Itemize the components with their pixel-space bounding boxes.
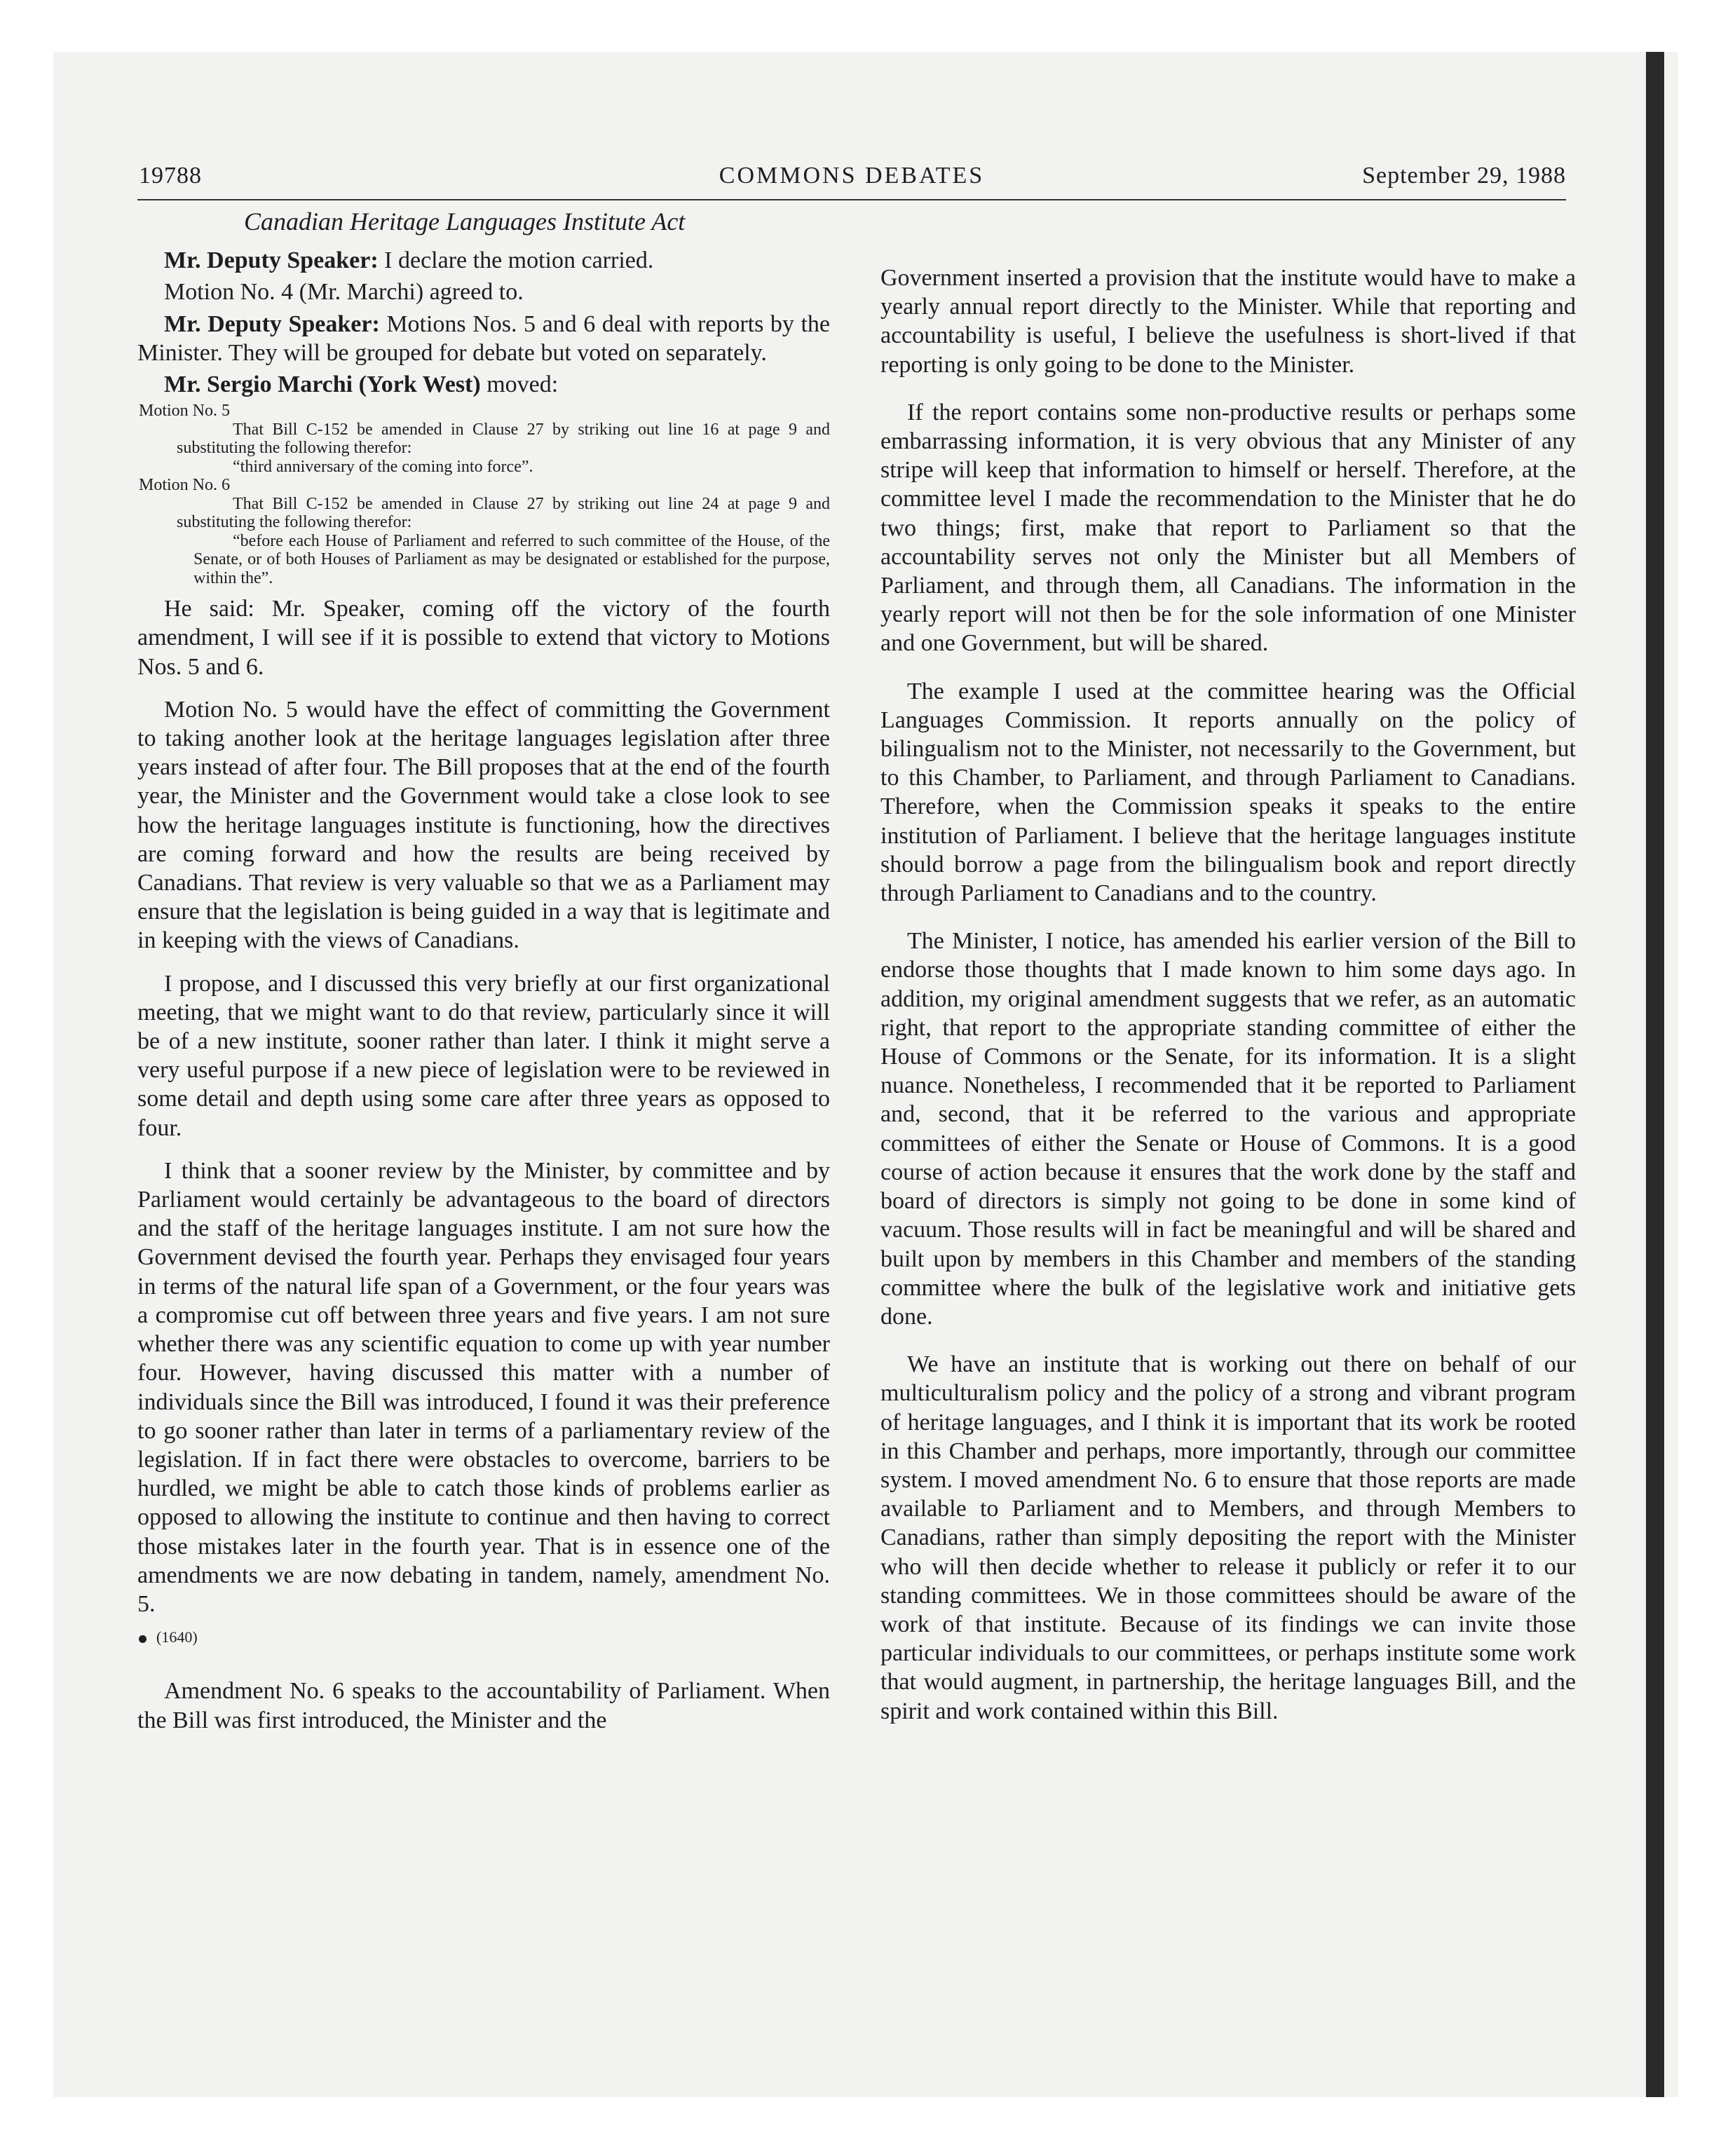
speaker-name: Mr. Deputy Speaker: — [164, 311, 380, 337]
paragraph: The example I used at the committee hearing was the Official Languages Commission. It reports annually on the policy of bilingualism not to the Minister, not necessarily to the Government, but to this Chamber, to Parliament, and through Parliament to Canadians. Therefore, when the Commission speaks it speaks to the entire institution of Parliament. I believe that the heritage languages institute should borrow a page from the bilingualism book and report directly through Parliament to Canadians and to the country. — [880, 678, 1576, 907]
page-header — [137, 163, 1566, 200]
paragraph: I think that a sooner review by the Minister, by committee and by Parliament would certainly be advantageous to the board of directors and the staff of the heritage languages institute. I am not sure how the Government devised the fourth year. Perhaps they envisaged four years in terms of the natural life span of a Government, or the four years was a compromise cut off between three years and five years. I am not sure whether there was any scientific equation to come up with year number four. However, having discussed this matter with a number of individuals since the Bill was introduced, I found it was their preference to go sooner rather than later in terms of a parliamentary review of the legislation. If in fact there were obstacles to overcome, barriers to be hurdled, we might be able to catch those kinds of problems earlier as opposed to allowing the institute to continue and then having to correct those mistakes later in the fourth year. That is in essence one of the amendments we are now debating in tandem, namely, amendment No. 5. — [137, 1157, 830, 1617]
motion-quote: “before each House of Parliament and referred to such committee of the House, of the Senate, or of both Houses of Parliament as may be designated or established for the purpose, within the”. — [193, 531, 830, 587]
speech-text: Motions Nos. 5 and 6 deal with reports by the Minister. They will be grouped for debate but voted on separately. — [137, 311, 830, 366]
motion-text: That Bill C-152 be amended in Clause 27 by striking out line 24 at page 9 and substituting the following therefor: — [177, 494, 830, 532]
speaker-name: Mr. Deputy Speaker: — [164, 247, 379, 274]
speech-text: moved: — [480, 371, 559, 398]
motion-label: Motion No. 6 — [139, 476, 231, 495]
right-column — [880, 264, 1576, 1745]
page-number: 19788 — [139, 163, 202, 189]
left-column — [137, 207, 830, 1738]
publication-title: COMMONS DEBATES — [719, 163, 985, 189]
paragraph — [137, 310, 830, 367]
paragraph: Amendment No. 6 speaks to the accountability of Parliament. When the Bill was first introduced, the Minister and the — [137, 1678, 830, 1733]
bullet-icon — [139, 1635, 147, 1643]
time-marker-text: (1640) — [156, 1628, 198, 1646]
motion-text: That Bill C-152 be amended in Clause 27 by striking out line 16 at page 9 and substituting the following therefor: — [177, 420, 830, 458]
paragraph: I propose, and I discussed this very briefly at our first organizational meeting, that we might want to do that review, particularly since it will be of a new institute, sooner rather than later. I think it might serve a very useful purpose if a new piece of legislation were to be reviewed in some detail and depth using some care after three years as opposed to four. — [137, 970, 830, 1141]
motion-label: Motion No. 5 — [139, 402, 231, 421]
speech-text: I declare the motion carried. — [378, 247, 654, 274]
paragraph — [137, 370, 830, 399]
time-marker — [139, 1623, 830, 1651]
motion-quote: “third anniversary of the coming into force”. — [233, 457, 533, 476]
page-date: September 29, 1988 — [1362, 163, 1566, 189]
paragraph: If the report contains some non-productive results or perhaps some embarrassing information, it is very obvious that any Minister of any stripe will keep that information to himself or herself. Therefore, at the committee level I made the recommendation to the Minister that he do two things; first, make that report to Parliament so that the accountability serves not only the Minister but all Members of Parliament, and through them, all Canadians. The information in the yearly report will not then be for the sole information of one Minister and one Government, but will be shared. — [880, 399, 1576, 657]
paragraph: Motion No. 4 (Mr. Marchi) agreed to. — [164, 279, 524, 306]
paragraph: He said: Mr. Speaker, coming off the victory of the fourth amendment, I will see if it is possible to extend that victory to Motions Nos. 5 and 6. — [137, 596, 830, 680]
paragraph: We have an institute that is working out there on behalf of our multiculturalism policy and the policy of a strong and vibrant program of heritage languages, and I think it is important that its work be rooted in this Chamber and perhaps, more importantly, through our committee system. I moved amendment No. 6 to ensure that those reports are made available to Parliament and to Members, and through Members to Canadians, rather than simply depositing the report with the Minister who will then decide whether to release it publicly or refer it to our standing committees. We in those committees should be aware of the work of that institute. Because of its findings we can invite those particular individuals to our committees, or perhaps institute some work that would augment, in partnership, the heritage languages Bill, and the spirit and work contained within this Bill. — [880, 1351, 1576, 1724]
paragraph: Motion No. 5 would have the effect of committing the Government to taking another look at the heritage languages legislation after three years instead of after four. The Bill proposes that at the end of the fourth year, the Minister and the Government would take a close look to see how the heritage languages institute is functioning, how the directives are coming forward and how the results are being received by Canadians. That review is very valuable so that we as a Parliament may ensure that the legislation is being guided in a way that is legitimate and in keeping with the views of Canadians. — [137, 696, 830, 954]
speaker-name: Mr. Sergio Marchi (York West) — [164, 371, 481, 398]
section-title: Canadian Heritage Languages Institute Act — [244, 207, 686, 236]
paragraph: Government inserted a provision that the institute would have to make a yearly annual report directly to the Minister. While that reporting and accountability is useful, I believe the usefulness is short-lived if that reporting is only going to be done to the Minister. — [880, 265, 1576, 378]
scan-edge-bar — [1646, 52, 1664, 2097]
paragraph — [137, 246, 830, 275]
paragraph: The Minister, I notice, has amended his earlier version of the Bill to endorse those thoughts that I made known to him some days ago. In addition, my original amendment suggests that we refer, as an automatic right, that report to the appropriate standing committee of either the House of Commons or the Senate, for its information. It is a slight nuance. Nonetheless, I recommended that it be reported to Parliament and, second, that it be referred to the various and appropriate committees of either the Senate or House of Commons. It is a good course of action because it ensures that the work done by the staff and board of directors is simply not going to be done in some kind of vacuum. Those results will in fact be meaningful and will be shared and built upon by members in this Chamber and members of the standing committee where the bulk of the legislative work and initiative gets done. — [880, 928, 1576, 1330]
